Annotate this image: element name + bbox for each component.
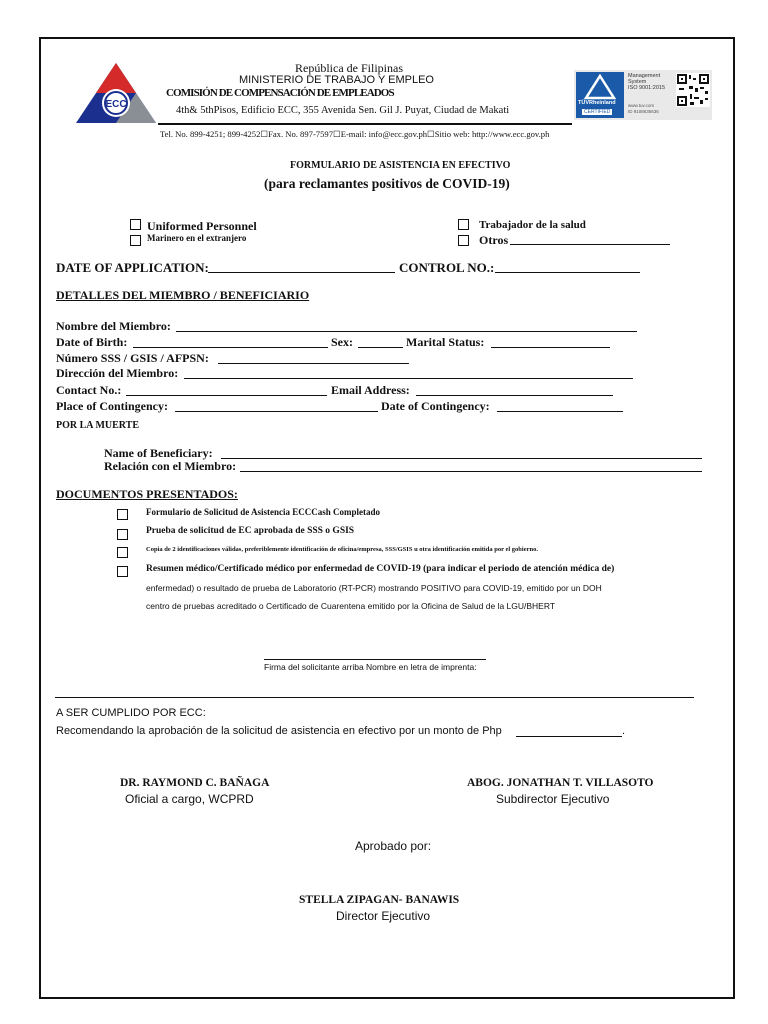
- death-section-title: POR LA MUERTE: [56, 420, 139, 431]
- republic-text: República de Filipinas: [295, 61, 403, 75]
- date-contingency-label: Date of Contingency:: [381, 399, 490, 413]
- sex-field[interactable]: [358, 336, 403, 348]
- member-section-title: DETALLES DEL MIEMBRO / BENEFICIARIO: [56, 288, 310, 302]
- documents-section-title: DOCUMENTOS PRESENTADOS:: [56, 487, 238, 501]
- cert-text-3: ISO 9001:2015: [628, 85, 666, 91]
- official1-name: DR. RAYMOND C. BAÑAGA: [120, 777, 270, 789]
- place-contingency-label: Place of Contingency:: [56, 399, 168, 413]
- marital-status-field[interactable]: [491, 336, 610, 348]
- official1-title: Oficial a cargo, WCPRD: [125, 792, 254, 806]
- contact-label: Contact No.:: [56, 383, 122, 397]
- cert-text-4: www.tuv.com: [628, 103, 655, 108]
- cert-text-1: Management: [628, 73, 661, 79]
- document-item-2: Prueba de solicitud de EC aprobada de SSS o GSIS: [146, 526, 355, 536]
- commission-text: COMISIÓN DE COMPENSACIÓN DE EMPLEADOS: [166, 87, 394, 99]
- signature-caption: Firma del solicitante arriba Nombre en letra de imprenta:: [264, 662, 477, 672]
- section-divider: [55, 697, 694, 698]
- director-title: Director Ejecutivo: [336, 909, 431, 923]
- address-text: 4th& 5thPisos, Edificio ECC, 355 Avenida Sen. Gil J. Puyat, Ciudad de Makati: [176, 105, 510, 116]
- address-field[interactable]: [184, 367, 633, 379]
- sss-label: Número SSS / GSIS / AFPSN:: [56, 351, 209, 365]
- health-worker-label: Trabajador de la salud: [479, 219, 586, 231]
- amount-field[interactable]: [516, 725, 622, 737]
- document-item-4-line2: enfermedad) o resultado de prueba de Laboratorio (RT-PCR) mostrando POSITIVO para COVID-19, emitido por un DOH: [146, 583, 602, 593]
- document-item-3: Copia de 2 identificaciones válidas, preferiblemente identificación de oficina/empresa, SSS/GSIS u otra identificación emitida por el gobierno.: [146, 546, 538, 553]
- uniformed-checkbox[interactable]: [130, 219, 141, 230]
- document-checkbox-2[interactable]: [117, 529, 128, 540]
- sss-field[interactable]: [218, 352, 409, 364]
- logo-text: ECC: [105, 99, 127, 110]
- sex-label: Sex:: [331, 335, 353, 349]
- official2-title: Subdirector Ejecutivo: [496, 792, 610, 806]
- approved-by-label: Aprobado por:: [355, 839, 432, 853]
- cert-brand: TÜVRheinland: [578, 100, 616, 106]
- date-application-label: DATE OF APPLICATION:: [56, 260, 209, 275]
- address-label: Dirección del Miembro:: [56, 366, 179, 380]
- document-item-4: Resumen médico/Certificado médico por enfermedad de COVID-19 (para indicar el periodo de atención médica de): [146, 564, 615, 574]
- recommend-end: .: [622, 725, 626, 737]
- contact-field[interactable]: [126, 384, 327, 396]
- ecc-logo-icon: [74, 60, 158, 126]
- beneficiary-field[interactable]: [221, 447, 702, 459]
- qr-code-icon: [676, 73, 710, 107]
- email-label: Email Address:: [331, 383, 410, 397]
- member-name-label: Nombre del Miembro:: [56, 319, 171, 333]
- recommend-text: Recomendando la aprobación de la solicitud de asistencia en efectivo por un monto de Php: [56, 725, 502, 737]
- document-item-1: Formulario de Solicitud de Asistencia ECCCash Completado: [146, 507, 381, 517]
- form-title: FORMULARIO DE ASISTENCIA EN EFECTIVO: [290, 160, 511, 171]
- marital-status-label: Marital Status:: [406, 335, 485, 349]
- document-item-4-line3: centro de pruebas acreditado o Certificado de Cuarentena emitido por la Oficina de Salud de la LGU/BHERT: [146, 601, 556, 611]
- beneficiary-label: Name of Beneficiary:: [104, 446, 213, 460]
- tuv-logo-icon: [576, 72, 624, 118]
- form-subtitle: (para reclamantes positivos de COVID-19): [264, 176, 510, 191]
- date-contingency-field[interactable]: [497, 400, 623, 412]
- certification-badge: [574, 70, 712, 120]
- control-no-label: CONTROL NO.:: [399, 260, 495, 275]
- seafarer-label: Marinero en el extranjero: [147, 233, 247, 243]
- others-checkbox[interactable]: [458, 235, 469, 246]
- document-checkbox-3[interactable]: [117, 547, 128, 558]
- uniformed-label: Uniformed Personnel: [147, 219, 257, 233]
- ministry-text: MINISTERIO DE TRABAJO Y EMPLEO: [239, 74, 434, 86]
- cert-text-5: ID 9108635636: [628, 109, 659, 114]
- official2-name: ABOG. JONATHAN T. VILLASOTO: [467, 777, 654, 789]
- relation-label: Relación con el Miembro:: [104, 459, 237, 473]
- signature-line[interactable]: [264, 659, 486, 660]
- dob-field[interactable]: [133, 336, 328, 348]
- document-checkbox-4[interactable]: [117, 566, 128, 577]
- seafarer-checkbox[interactable]: [130, 235, 141, 246]
- email-field[interactable]: [416, 384, 613, 396]
- others-field[interactable]: [510, 233, 670, 245]
- header-divider: [158, 123, 572, 125]
- cert-text-2: System: [628, 79, 647, 85]
- control-no-field[interactable]: [495, 261, 640, 273]
- date-application-field[interactable]: [208, 261, 395, 273]
- director-name: STELLA ZIPAGAN- BANAWIS: [299, 894, 460, 906]
- health-worker-checkbox[interactable]: [458, 219, 469, 230]
- contact-text: Tel. No. 899-4251; 899-4252☐Fax. No. 897-7597☐E-mail: info@ecc.gov.ph☐Sitio web: http://www.ecc.gov.ph: [160, 129, 550, 139]
- cert-badge: CERTIFIED: [584, 109, 611, 115]
- others-label: Otros: [479, 233, 509, 247]
- member-name-field[interactable]: [176, 320, 637, 332]
- relation-field[interactable]: [240, 460, 702, 472]
- ecc-section-title: A SER CUMPLIDO POR ECC:: [56, 707, 206, 719]
- place-contingency-field[interactable]: [175, 400, 378, 412]
- document-checkbox-1[interactable]: [117, 509, 128, 520]
- dob-label: Date of Birth:: [56, 335, 128, 349]
